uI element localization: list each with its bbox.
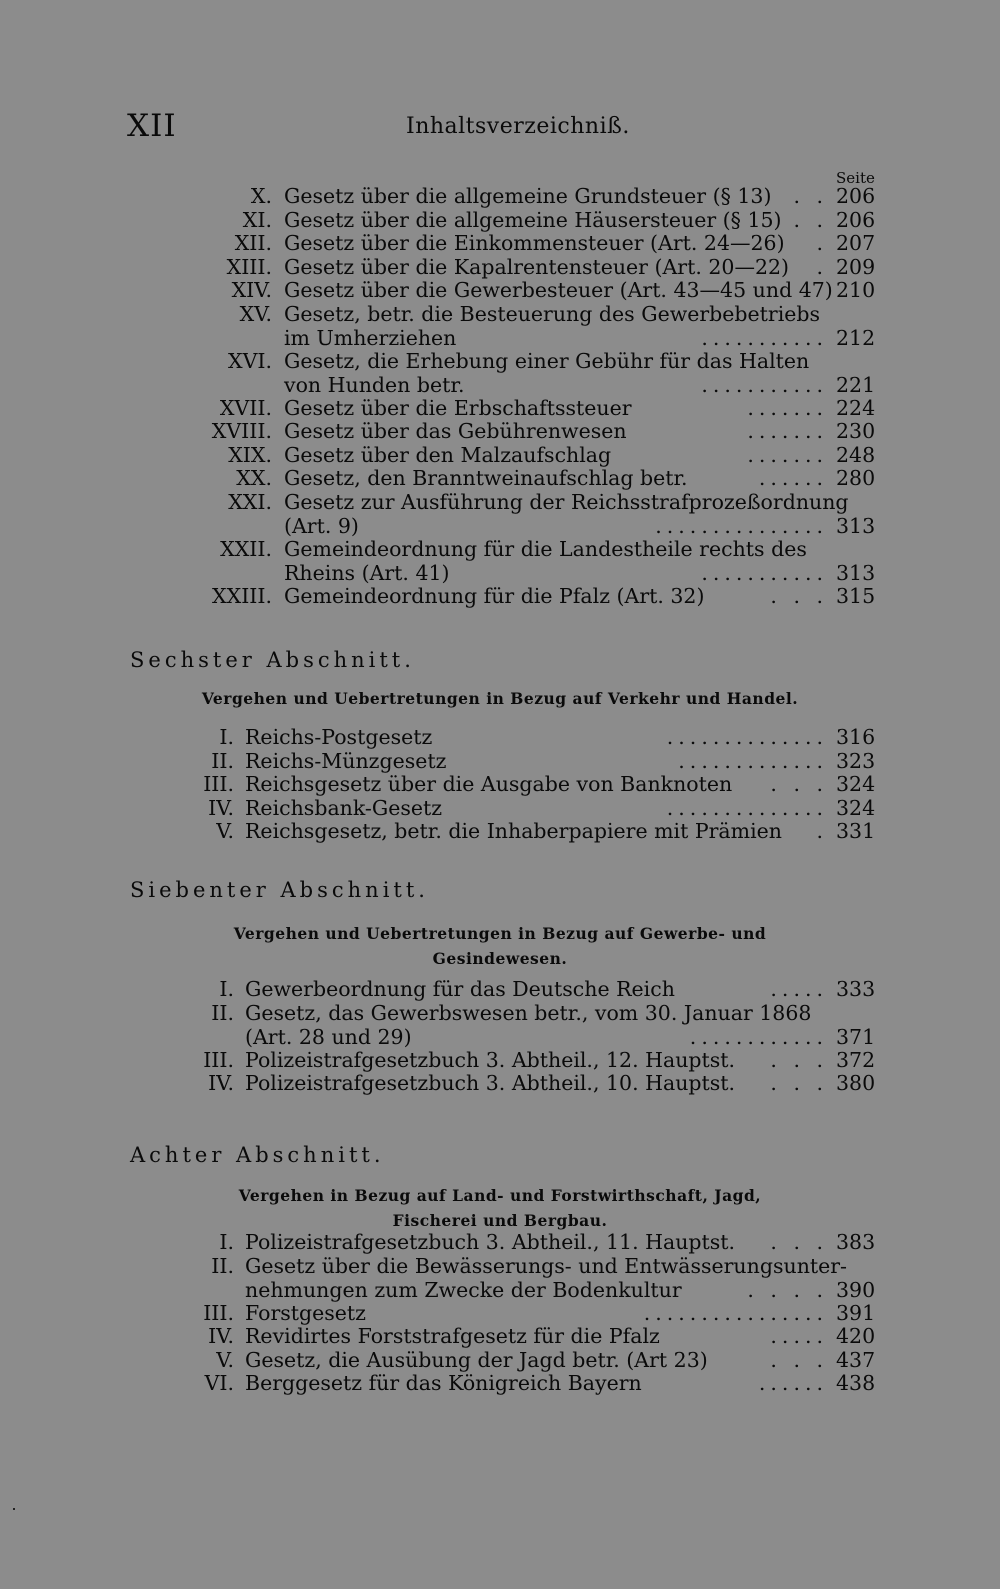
page-number: XII <box>127 108 177 144</box>
leader-dots: ............ <box>689 1024 828 1049</box>
toc-entry-page: 420 <box>836 1324 876 1348</box>
leader-dots: ................ <box>643 1300 828 1325</box>
section-subtitle: Gesindewesen. <box>432 949 568 968</box>
leader-dots: . . . <box>770 1047 828 1072</box>
toc-entry-title: Gesetz über die allgemeine Grundsteuer (§ 13) <box>284 184 772 208</box>
leader-dots: .............. <box>666 795 828 820</box>
toc-entry-title: Gesetz, die Ausübung der Jagd betr. (Art 23) <box>245 1347 708 1372</box>
toc-entry-title-continued: im Umherziehen <box>284 325 457 350</box>
toc-entry-number: XIX. <box>228 442 272 467</box>
toc-entry-title: Gesetz über die Gewerbesteuer (Art. 43—45 und 47) <box>284 278 833 302</box>
toc-entry-title: Gesetz, die Erhebung einer Gebühr für das Halten <box>284 348 810 373</box>
section-title: Siebenter Abschnitt. <box>130 878 429 902</box>
toc-entry-title-continued: von Hunden betr. <box>284 372 465 397</box>
toc-entry-page: 209 <box>836 254 876 279</box>
section-subtitle: Vergehen und Uebertretungen in Bezug auf Gewerbe- und <box>233 924 767 943</box>
toc-entry-number: XXII. <box>220 536 272 561</box>
toc-entry-title: Gesetz über den Malzaufschlag <box>284 442 612 467</box>
toc-entry-number: XXI. <box>228 489 272 514</box>
toc-entry-page: 313 <box>836 513 876 538</box>
toc-entry-title: Gesetz über die allgemeine Häusersteuer (§ 15) <box>284 207 782 232</box>
leader-dots: ............. <box>678 748 828 773</box>
toc-entry-number: XII. <box>234 231 272 255</box>
leader-dots: ...... <box>758 1371 828 1395</box>
leader-dots: . <box>816 231 828 255</box>
toc-entry-page: 331 <box>836 819 876 843</box>
toc-entry-number: III. <box>203 772 234 796</box>
toc-entry-number: XXIII. <box>212 583 272 608</box>
toc-entry-number: V. <box>216 1347 234 1372</box>
leader-dots: ........... <box>701 325 828 350</box>
toc-entry-title: Reichsgesetz, betr. die Inhaberpapiere mit Prämien <box>245 819 782 843</box>
leader-dots: .............. <box>666 725 828 749</box>
toc-entry-page: 438 <box>836 1371 876 1395</box>
toc-entry-title: Gewerbeordnung für das Deutsche Reich <box>245 977 675 1001</box>
toc-entry-title: Reichsgesetz über die Ausgabe von Banknoten <box>245 772 733 796</box>
leader-dots: ...... <box>758 466 828 490</box>
leader-dots: . <box>816 254 828 279</box>
toc-entry-number: XVIII. <box>211 419 272 443</box>
toc-entry-page: 212 <box>836 325 876 350</box>
toc-entry-number: III. <box>203 1300 234 1325</box>
toc-entry-number: II. <box>211 1253 234 1278</box>
margin-mark <box>13 1508 15 1510</box>
toc-entry-title-continued: (Art. 28 und 29) <box>245 1024 412 1049</box>
toc-entry-number: IV. <box>208 1324 234 1348</box>
toc-entry-title: Reichs-Postgesetz <box>245 725 433 749</box>
toc-entry-title: Revidirtes Forststrafgesetz für die Pfalz <box>245 1324 660 1348</box>
toc-entry-page: 323 <box>836 748 876 773</box>
leader-dots: ........... <box>701 372 828 397</box>
toc-entry-page: 280 <box>836 466 876 490</box>
leader-dots: ..... <box>770 977 828 1001</box>
toc-entry-page: 224 <box>836 395 876 420</box>
toc-entry-title: Gesetz über die Kapalrentensteuer (Art. 20—22) <box>284 254 790 279</box>
toc-entry-page: 324 <box>836 795 876 820</box>
leader-dots: ..... <box>770 1324 828 1348</box>
toc-entry-title: Gemeindeordnung für die Pfalz (Art. 32) <box>284 583 705 608</box>
toc-entry-number: XVI. <box>227 348 272 373</box>
leader-dots: ....... <box>747 395 828 420</box>
toc-entry-number: I. <box>219 977 234 1001</box>
toc-entry-page: 324 <box>836 772 876 796</box>
leader-dots: . . . . <box>747 1277 828 1302</box>
toc-entry-title: Gemeindeordnung für die Landestheile rechts des <box>284 536 807 561</box>
section-subtitle: Vergehen in Bezug auf Land- und Forstwirthschaft, Jagd, <box>238 1186 762 1205</box>
toc-entry-title: Polizeistrafgesetzbuch 3. Abtheil., 11. Hauptst. <box>245 1230 736 1254</box>
toc-entry-number: XX. <box>236 466 272 490</box>
toc-entry-title: Gesetz über die Einkommensteuer (Art. 24—26) <box>284 231 785 255</box>
toc-entry-number: II. <box>211 748 234 773</box>
section-subtitle: Vergehen und Uebertretungen in Bezug auf Verkehr und Handel. <box>201 689 799 708</box>
toc-entry-page: 206 <box>836 184 876 208</box>
toc-entry-title: Gesetz über das Gebührenwesen <box>284 419 627 443</box>
toc-entry-number: XIV. <box>231 278 272 302</box>
toc-entry-title: Reichsbank-Gesetz <box>245 795 443 820</box>
toc-entry-page: 316 <box>836 725 876 749</box>
toc-entry-number: X. <box>250 184 272 208</box>
toc-entry-number: XVII. <box>219 395 272 420</box>
toc-entry-page: 371 <box>836 1024 876 1049</box>
toc-entry-page: 207 <box>836 231 876 255</box>
running-head: Inhaltsverzeichniß. <box>406 114 630 139</box>
toc-entry-page: 383 <box>836 1230 876 1254</box>
leader-dots: . . <box>793 184 828 208</box>
toc-entry-page: 248 <box>836 442 876 467</box>
toc-entry-number: I. <box>219 1230 234 1254</box>
toc-entry-number: IV. <box>208 1071 234 1095</box>
leader-dots: . . <box>793 207 828 232</box>
toc-entry-page: 313 <box>836 560 876 585</box>
toc-entry-title: Forstgesetz <box>245 1300 366 1325</box>
column-label-seite: Seite <box>836 169 875 187</box>
toc-entry-title-continued: Rheins (Art. 41) <box>284 560 450 585</box>
toc-entry-title: Gesetz zur Ausführung der Reichsstrafprozeßordnung <box>284 489 849 514</box>
toc-entry-page: 390 <box>836 1277 876 1302</box>
toc-entry-number: XV. <box>239 301 272 326</box>
toc-entry-number: II. <box>211 1000 234 1025</box>
section-subtitle: Fischerei und Bergbau. <box>392 1211 608 1230</box>
toc-entry-title: Reichs-Münzgesetz <box>245 748 447 773</box>
toc-entry-page: 315 <box>836 583 876 608</box>
leader-dots: . . . <box>770 1347 828 1372</box>
leader-dots: ............... <box>655 513 828 538</box>
toc-entry-title: Gesetz, das Gewerbswesen betr., vom 30. Januar 1868 <box>245 1000 812 1025</box>
toc-entry-page: 230 <box>836 419 876 443</box>
toc-entry-page: 333 <box>836 977 876 1001</box>
toc-entry-page: 380 <box>836 1071 876 1095</box>
toc-entry-title: Gesetz, betr. die Besteuerung des Gewerbebetriebs <box>284 301 821 326</box>
toc-entry-title-continued: nehmungen zum Zwecke der Bodenkultur <box>245 1277 682 1302</box>
toc-entry-number: I. <box>219 725 234 749</box>
toc-entry-title-continued: (Art. 9) <box>284 513 359 538</box>
toc-entry-page: 221 <box>836 372 876 397</box>
toc-entry-title: Gesetz, den Branntweinaufschlag betr. <box>284 466 688 490</box>
leader-dots: ....... <box>747 419 828 443</box>
toc-entry-title: Gesetz über die Bewässerungs- und Entwässerungsunter- <box>245 1253 847 1278</box>
leader-dots: . . . <box>770 772 828 796</box>
toc-entry-title: Gesetz über die Erbschaftssteuer <box>284 395 632 420</box>
toc-entry-page: 210 <box>836 278 876 302</box>
toc-entry-page: 437 <box>836 1347 876 1372</box>
leader-dots: . . . <box>770 1230 828 1254</box>
toc-entry-number: III. <box>203 1047 234 1072</box>
toc-entry-number: XI. <box>242 207 272 232</box>
toc-entry-title: Berggesetz für das Königreich Bayern <box>245 1371 642 1395</box>
leader-dots: ........... <box>701 560 828 585</box>
toc-entry-number: XIII. <box>226 254 272 279</box>
section-title: Achter Abschnitt. <box>130 1143 385 1167</box>
leader-dots: . <box>816 819 828 843</box>
toc-entry-title: Polizeistrafgesetzbuch 3. Abtheil., 10. Hauptst. <box>245 1071 736 1095</box>
toc-entry-page: 206 <box>836 207 876 232</box>
toc-entry-page: 372 <box>836 1047 876 1072</box>
toc-entry-number: V. <box>216 819 234 843</box>
section-title: Sechster Abschnitt. <box>130 648 415 672</box>
toc-entry-title: Polizeistrafgesetzbuch 3. Abtheil., 12. Hauptst. <box>245 1047 736 1072</box>
toc-entry-number: VI. <box>204 1371 234 1395</box>
toc-entry-page: 391 <box>836 1300 876 1325</box>
leader-dots: . . . <box>770 583 828 608</box>
leader-dots: ....... <box>747 442 828 467</box>
toc-entry-number: IV. <box>208 795 234 820</box>
leader-dots: . . . <box>770 1071 828 1095</box>
